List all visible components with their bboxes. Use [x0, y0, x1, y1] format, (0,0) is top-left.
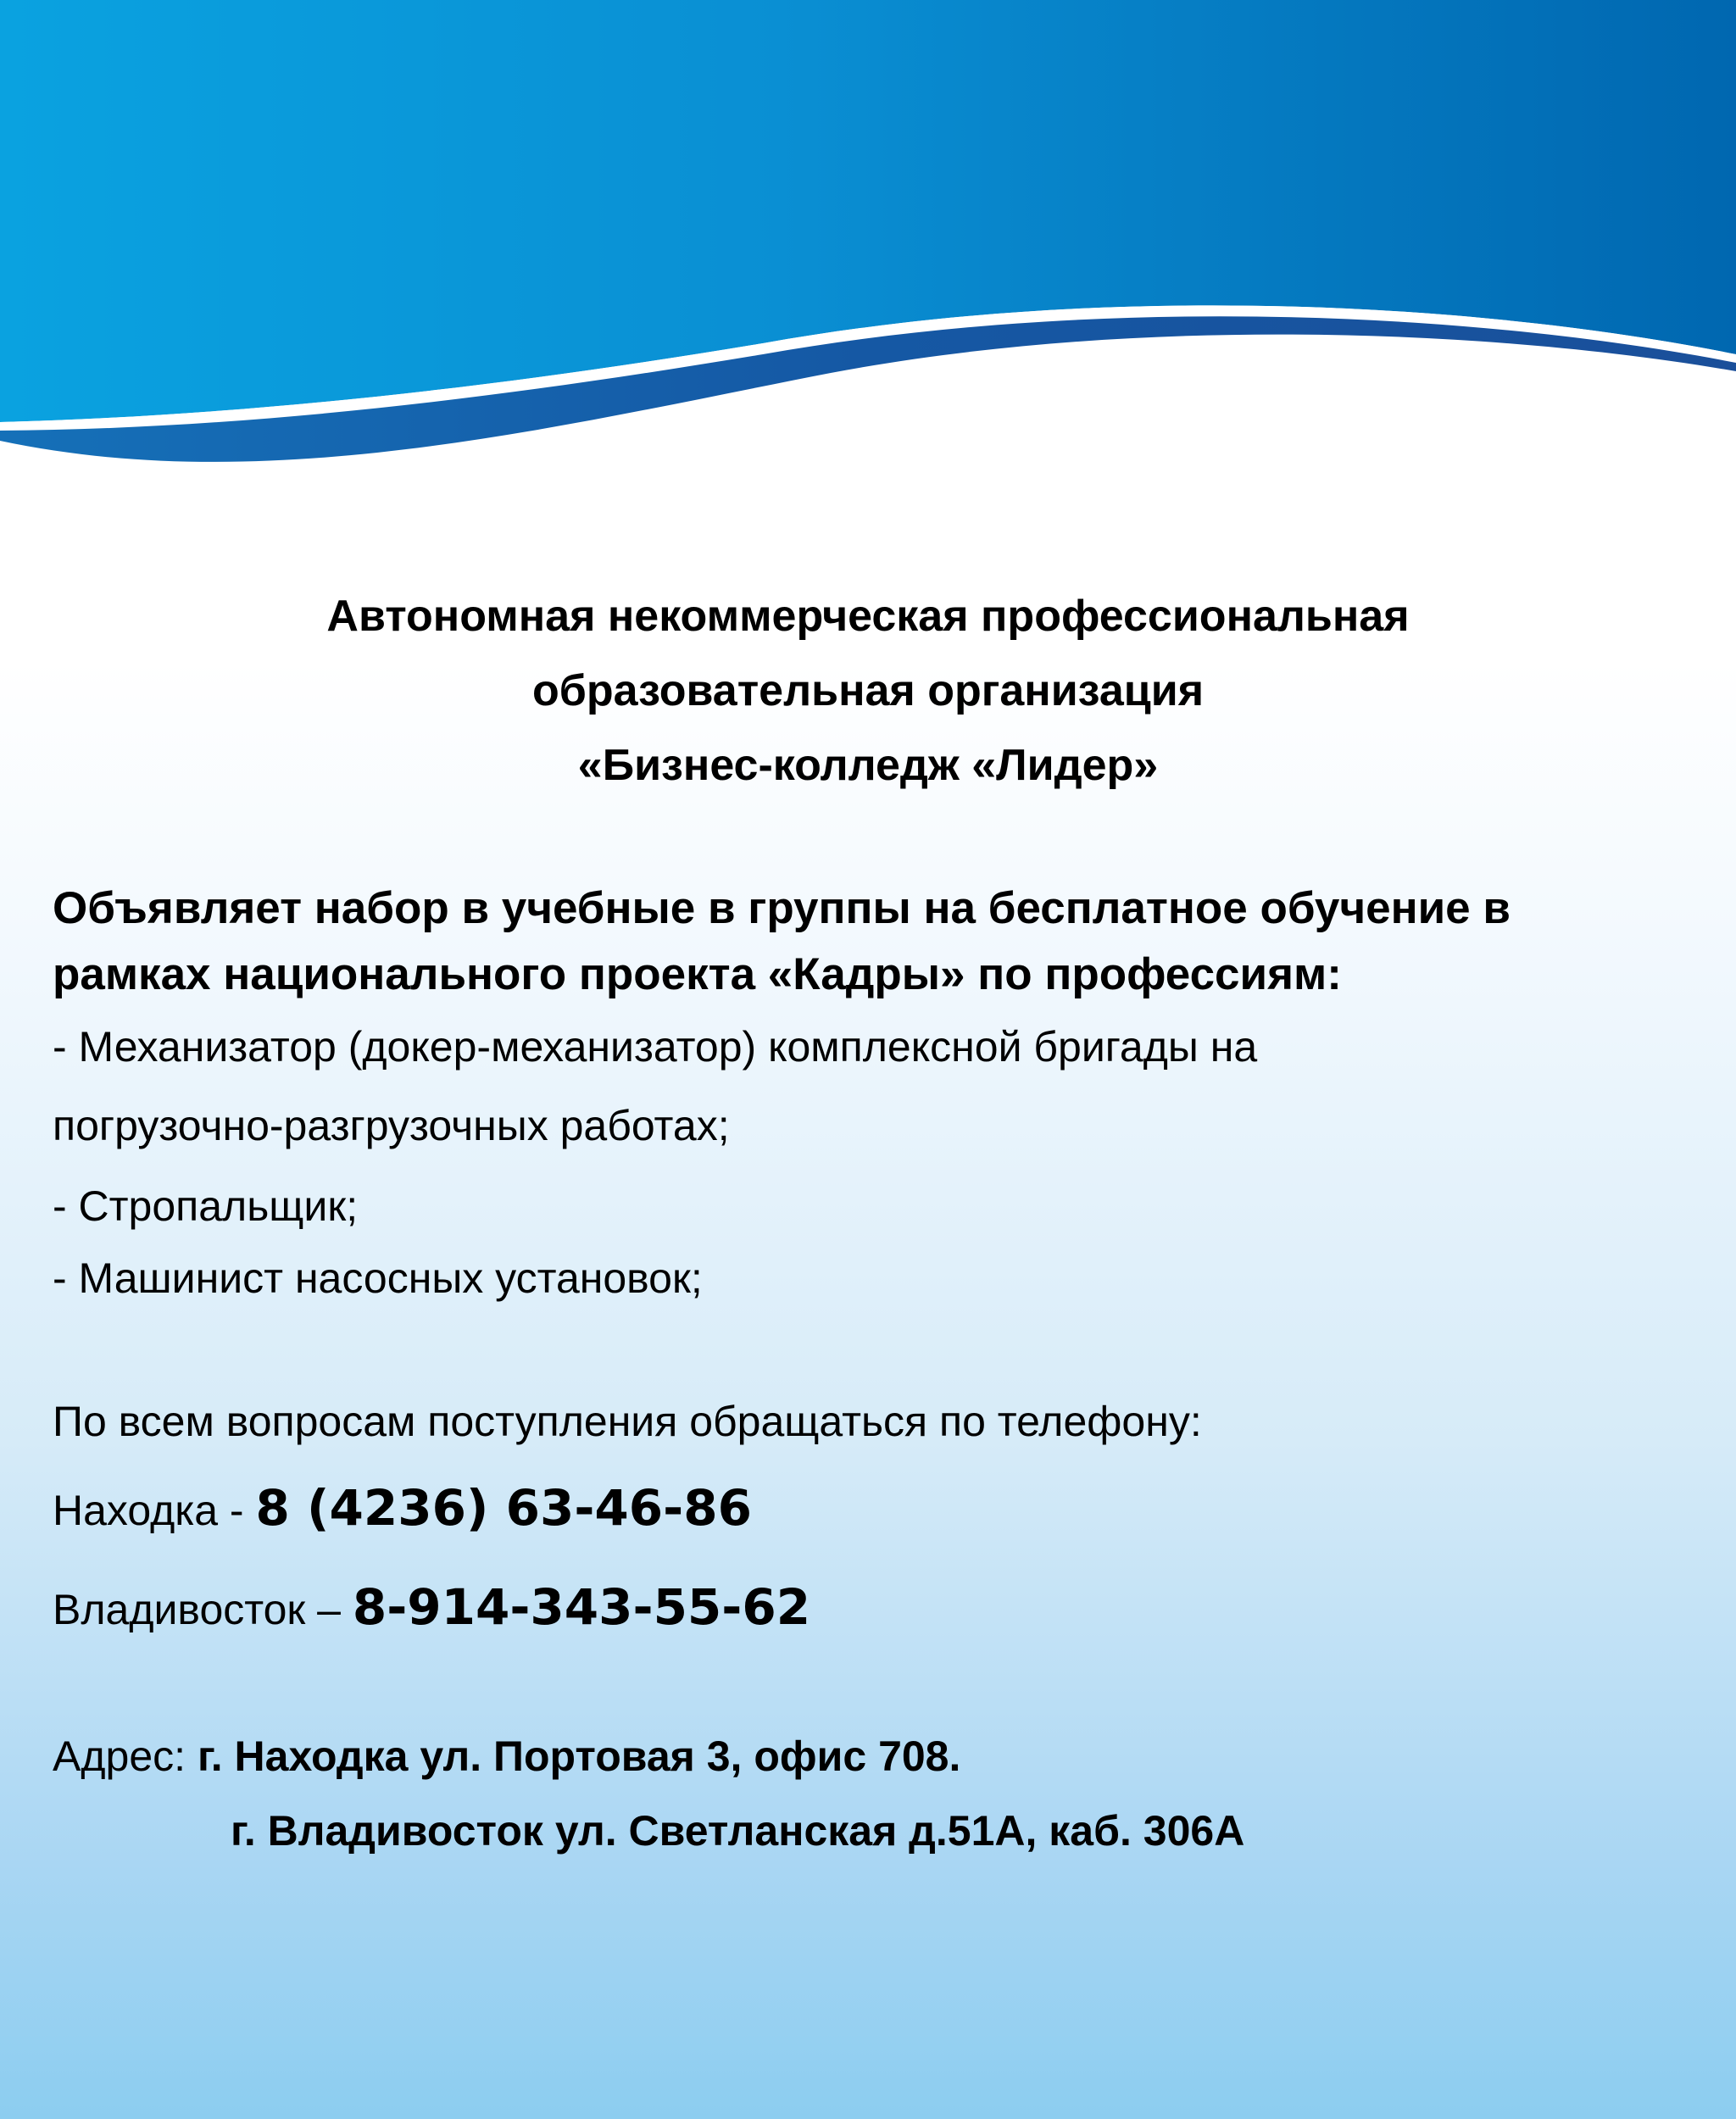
announcement-line-2: рамках национального проекта «Кадры» по профессиям:	[53, 949, 1342, 999]
announcement-heading	[53, 876, 1697, 1008]
profession-item-mechanic: - Механизатор (докер-механизатор) комплексной бригады на	[53, 1023, 1258, 1071]
contact-nakhodka	[53, 1479, 752, 1537]
organization-title	[0, 579, 1736, 803]
profession-item-mechanic-cont: погрузочно-разгрузочных работах;	[53, 1102, 730, 1149]
organization-line-1: Автономная некоммерческая профессиональная	[326, 592, 1410, 641]
contact-vladivostok-label: Владивосток –	[53, 1586, 353, 1633]
profession-item-slinger: - Стропальщик;	[53, 1182, 359, 1230]
contact-nakhodka-label: Находка -	[53, 1487, 256, 1534]
header-wave-graphic	[0, 0, 1736, 526]
organization-line-2: образовательная организация	[531, 666, 1205, 715]
contact-nakhodka-phone: 8 (4236) 63-46-86	[255, 1479, 752, 1537]
organization-line-3: «Бизнес-колледж «Лидер»	[577, 741, 1159, 790]
address-label: Адрес:	[53, 1732, 198, 1780]
contact-vladivostok-phone: 8-914-343-55-62	[352, 1578, 811, 1636]
address-vladivostok: г. Владивосток ул. Светланская д.51А, каб. 306А	[231, 1807, 1245, 1855]
announcement-line-1: Объявляет набор в учебные в группы на бесплатное обучение в	[53, 883, 1511, 933]
contact-vladivostok	[53, 1578, 811, 1636]
contact-intro: По всем вопросам поступления обращаться по телефону:	[53, 1398, 1202, 1445]
address-nakhodka: г. Находка ул. Портовая 3, офис 708.	[197, 1732, 961, 1780]
address-line-1	[53, 1731, 960, 1782]
profession-item-pump-operator: - Машинист насосных установок;	[53, 1254, 703, 1302]
wave-background-svg	[0, 0, 1736, 526]
